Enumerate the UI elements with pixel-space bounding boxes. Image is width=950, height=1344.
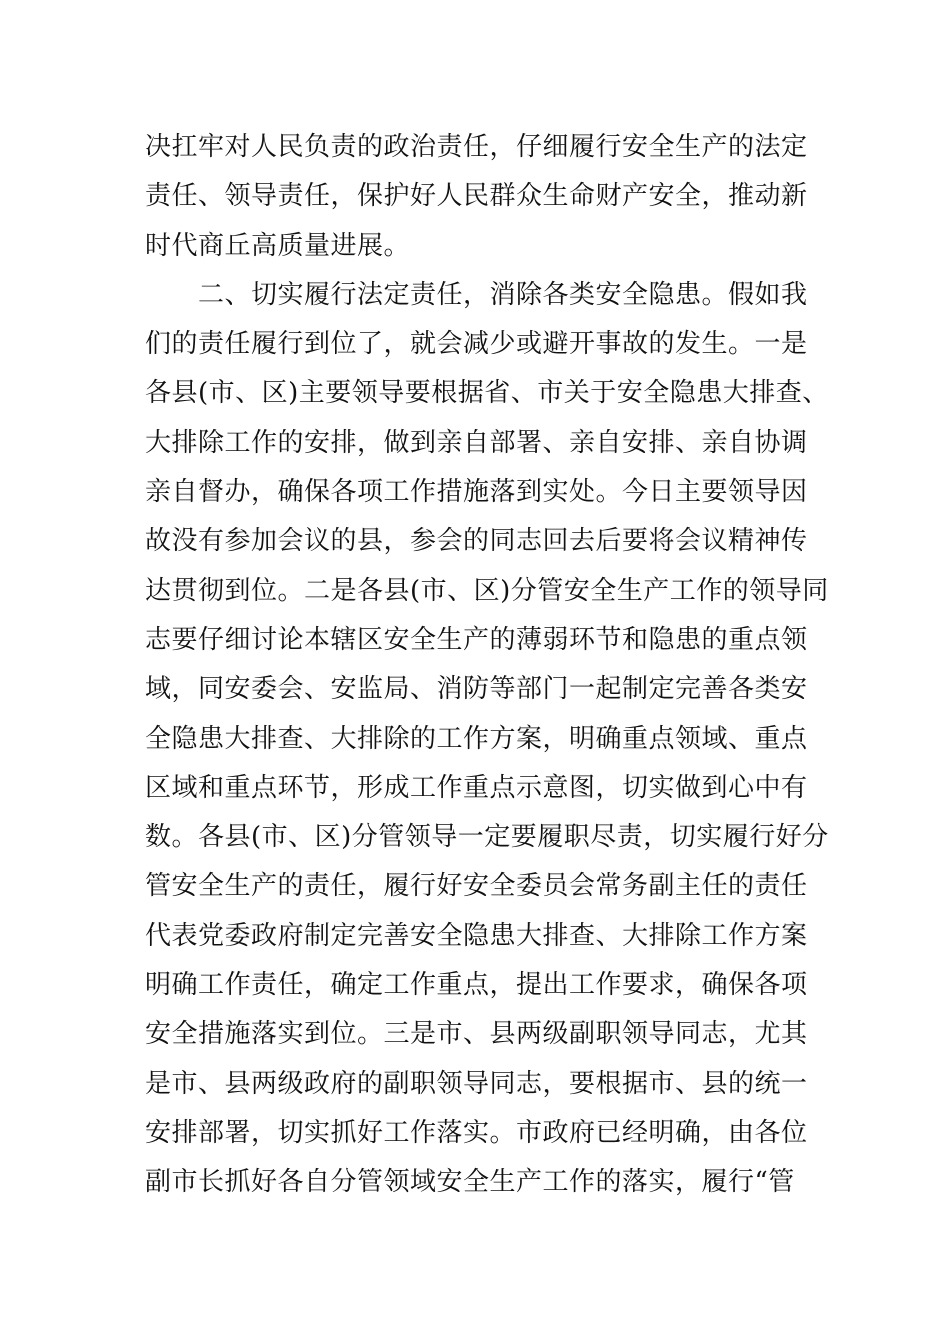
text-line: 志要仔细讨论本辖区安全生产的薄弱环节和隐患的重点领: [145, 624, 808, 655]
text-line: 时代商丘高质量进展。: [145, 230, 411, 261]
text-line: 域，同安委会、安监局、消防等部门一起制定完善各类安: [145, 674, 808, 705]
text-line: 全隐患大排查、大排除的工作方案，明确重点领域、重点: [145, 723, 808, 754]
text-line: 各县(市、区)主要领导要根据省、市关于安全隐患大排查、: [145, 378, 829, 409]
text-line: 安全措施落实到位。三是市、县两级副职领导同志，尤其: [145, 1019, 808, 1050]
text-line: 代表党委政府制定完善安全隐患大排查、大排除工作方案: [145, 920, 808, 951]
text-line: 数。各县(市、区)分管领导一定要履职尽责，切实履行好分: [145, 822, 829, 853]
text-line: 明确工作责任，确定工作重点，提出工作要求，确保各项: [145, 970, 808, 1001]
text-line: 决扛牢对人民负责的政治责任，仔细履行安全生产的法定: [145, 132, 808, 162]
text-line: 亲自督办，确保各项工作措施落到实处。今日主要领导因: [145, 477, 808, 508]
paragraph-heading-line: 二、切实履行法定责任，消除各类安全隐患。假如我: [145, 279, 808, 310]
text-line: 责任、领导责任，保护好人民群众生命财产安全，推动新: [145, 181, 808, 212]
text-line: 安排部署，切实抓好工作落实。市政府已经明确，由各位: [145, 1117, 808, 1148]
text-line: 故没有参加会议的县，参会的同志回去后要将会议精神传: [145, 526, 808, 557]
text-line: 达贯彻到位。二是各县(市、区)分管安全生产工作的领导同: [145, 575, 829, 606]
body-text: [145, 123, 829, 1208]
text-line: 大排除工作的安排，做到亲自部署、亲自安排、亲自协调: [145, 427, 808, 458]
text-line: 们的责任履行到位了，就会减少或避开事故的发生。一是: [145, 329, 808, 360]
text-line: 副市长抓好各自分管领域安全生产工作的落实，履行“管: [145, 1167, 795, 1198]
text-line: 区域和重点环节，形成工作重点示意图，切实做到心中有: [145, 772, 808, 803]
text-line: 是市、县两级政府的副职领导同志，要根据市、县的统一: [145, 1068, 808, 1099]
text-line: 管安全生产的责任，履行好安全委员会常务副主任的责任: [145, 871, 808, 902]
